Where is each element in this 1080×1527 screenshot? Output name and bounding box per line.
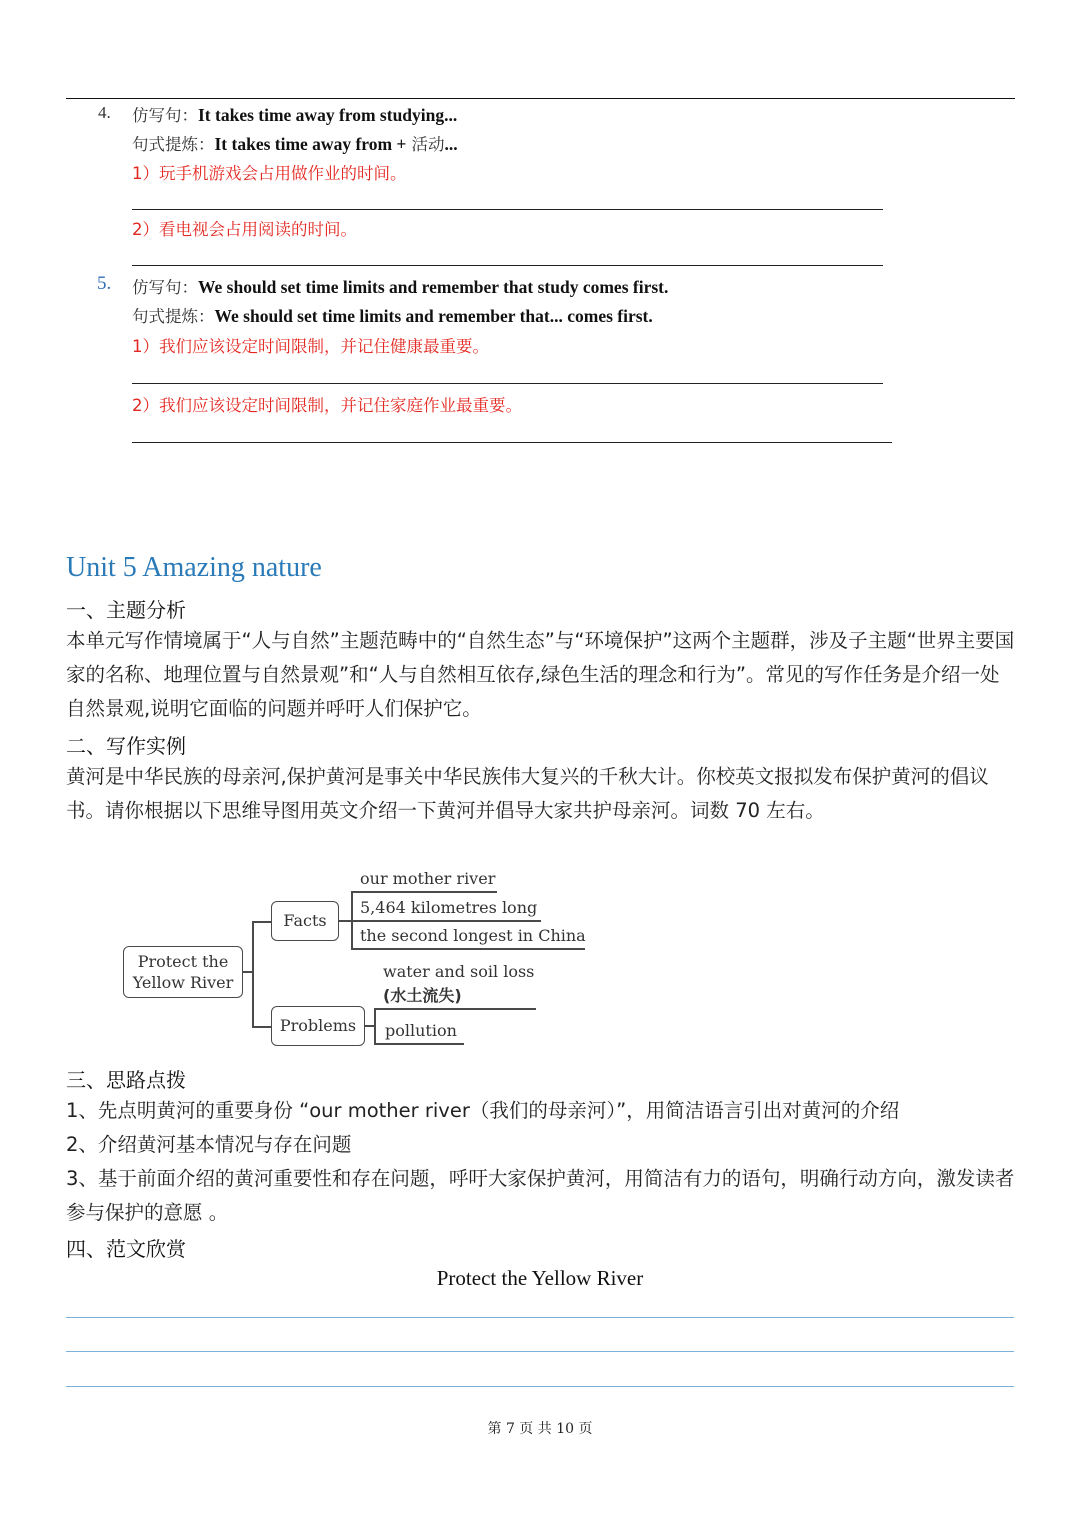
exercise-5-1: 1）我们应该设定时间限制，并记住健康最重要。 (132, 337, 489, 356)
mind-map-facts (271, 901, 339, 941)
writing-line[interactable] (66, 1351, 1014, 1352)
unit-title: Unit 5 Amazing nature (66, 552, 322, 583)
answer-line[interactable] (132, 209, 883, 210)
section-2-text: 黄河是中华民族的母亲河,保护黄河是事关中华民族伟大复兴的千秋大计。你校英文报拟发布保护黄河的倡议书。请你根据以下思维导图用英文介绍一下黄河并倡导大家共护母亲河。词数 70 左右。 (66, 765, 989, 822)
section-1-text: 本单元写作情境属于“人与自然”主题范畴中的“自然生态”与“环境保护”这两个主题群，涉及子主题“世界主要国家的名称、地理位置与自然景观”和“人与自然相互依存,绿色生活的理念和行为”。常见的写作任务是介绍一处自然景观,说明它面临的问题并呼吁人们保护它。 (66, 629, 1015, 720)
answer-line[interactable] (132, 265, 883, 266)
pattern-tail-cn: 活动 (411, 135, 445, 154)
item-5-model-line (132, 274, 668, 298)
connector (374, 1008, 376, 1044)
section-2-heading: 二、写作实例 (66, 734, 186, 758)
underline (351, 891, 497, 893)
section-3-heading: 三、思路点拨 (66, 1068, 186, 1092)
pattern-label: 句式提炼： (132, 307, 215, 326)
answer-line[interactable] (132, 442, 892, 443)
answer-line[interactable] (132, 383, 883, 384)
pattern-sentence: It takes time away from + (214, 134, 407, 154)
underline (351, 948, 585, 950)
section-3-point-1: 1、先点明黄河的重要身份 “our mother river（我们的母亲河）”，用简洁语言引出对黄河的介绍 (66, 1099, 900, 1122)
facts-label: Facts (283, 911, 327, 930)
section-3-point-3: 3、基于前面介绍的黄河重要性和存在问题，呼吁大家保护黄河，用简洁有力的语句，明确行动方向，激发读者参与保护的意愿 。 (66, 1167, 1015, 1224)
pattern-label: 句式提炼： (132, 135, 215, 154)
connector (252, 921, 272, 923)
writing-line[interactable] (66, 1317, 1014, 1318)
top-rule (66, 98, 1015, 99)
model-label: 仿写句： (132, 106, 198, 125)
pattern-sentence: We should set time limits and remember that... comes first. (214, 306, 653, 326)
model-label: 仿写句： (132, 278, 198, 297)
problem-1-line-2: (水土流失) (383, 986, 462, 1005)
item-5-number: 5. (97, 273, 112, 294)
exercise-4-2: 2）看电视会占用阅读的时间。 (132, 220, 357, 239)
exercise-5-2: 2）我们应该设定时间限制，并记住家庭作业最重要。 (132, 396, 522, 415)
mind-map-problems (271, 1006, 365, 1046)
model-sentence: We should set time limits and remember that study comes first. (198, 277, 669, 297)
problem-2: pollution (385, 1021, 457, 1040)
essay-title: Protect the Yellow River (436, 1266, 644, 1290)
section-3-point-2: 2、介绍黄河基本情况与存在问题 (66, 1133, 352, 1156)
fact-2: 5,464 kilometres long (360, 898, 538, 917)
item-4-pattern-line (132, 131, 458, 155)
fact-3: the second longest in China (360, 926, 586, 945)
writing-line[interactable] (66, 1386, 1014, 1387)
section-4-heading: 四、范文欣赏 (66, 1237, 186, 1261)
pattern-tail-en: ... (444, 134, 458, 154)
root-line-1: Protect the (137, 952, 229, 971)
problem-1-line-1: water and soil loss (383, 962, 535, 981)
problems-label: Problems (279, 1016, 357, 1035)
underline (351, 920, 541, 922)
page-footer: 第 7 页 共 10 页 (487, 1421, 593, 1437)
connector (252, 1026, 272, 1028)
exercise-4-1: 1）玩手机游戏会占用做作业的时间。 (132, 164, 407, 183)
item-5-pattern-line (132, 303, 653, 327)
underline (374, 1043, 464, 1045)
fact-1: our mother river (360, 869, 496, 888)
underline (374, 1008, 536, 1010)
item-4-model-line (132, 102, 457, 126)
connector (252, 921, 254, 1027)
section-1-heading: 一、主题分析 (66, 598, 186, 622)
model-sentence: It takes time away from studying... (198, 105, 458, 125)
root-line-2: Yellow River (132, 973, 234, 992)
item-4-number: 4. (98, 103, 111, 122)
mind-map-root (123, 946, 243, 998)
